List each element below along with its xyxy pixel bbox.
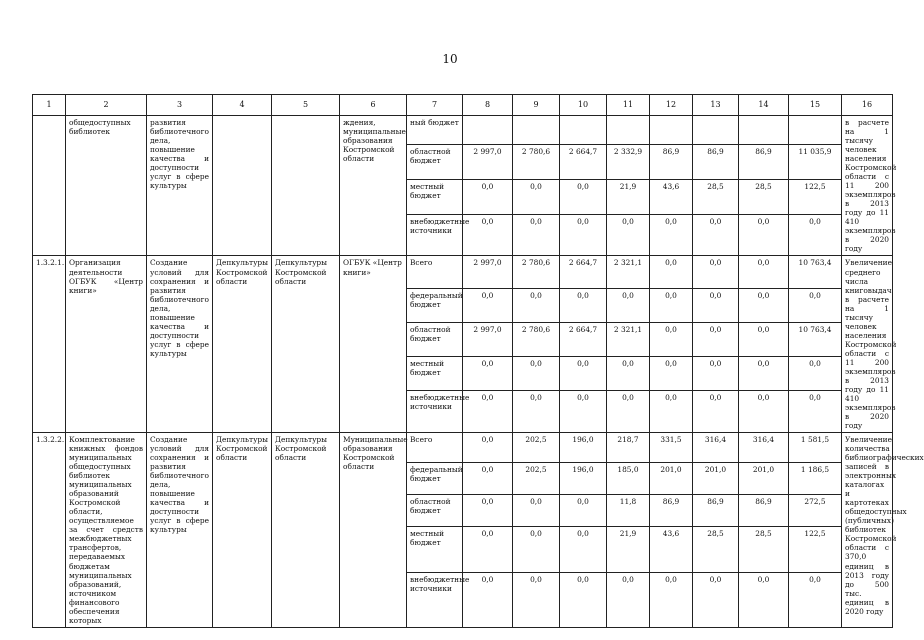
activity-purpose-cell: развития библиотечного дела, повышение качества и доступности услуг в сфере культуры (147, 116, 213, 256)
executor-cell: Депкультуры Костромской области (213, 433, 272, 628)
value-cell: 316,4 (739, 433, 789, 463)
value-cell: 0,0 (560, 391, 607, 433)
value-cell: 86,9 (693, 144, 739, 179)
value-cell (789, 116, 842, 145)
column-header: 13 (693, 95, 739, 116)
value-cell: 201,0 (650, 463, 693, 495)
funding-source-cell: внебюджетные источники (407, 573, 463, 628)
value-cell: 0,0 (650, 214, 693, 256)
page-number: 10 (442, 52, 458, 66)
value-cell: 2 780,6 (513, 256, 560, 288)
funding-source-cell: Всего (407, 256, 463, 288)
value-cell: 21,9 (607, 179, 650, 214)
value-cell: 331,5 (650, 433, 693, 463)
value-cell: 0,0 (463, 527, 513, 573)
funding-source-cell: областной бюджет (407, 144, 463, 179)
value-cell: 0,0 (463, 288, 513, 322)
value-cell: 122,5 (789, 179, 842, 214)
value-cell: 0,0 (739, 573, 789, 628)
activity-purpose-cell: Создание условий для сохранения и развития библиотечного дела, повышение качества и доступности услуг в сфере культуры (147, 256, 213, 433)
value-cell: 0,0 (513, 495, 560, 527)
value-cell: 0,0 (739, 322, 789, 356)
column-number-row (33, 95, 893, 116)
value-cell: 2 321,1 (607, 322, 650, 356)
value-cell: 316,4 (693, 433, 739, 463)
activity-name-cell: Комплектование книжных фондов муниципальных общедоступных библиотек муниципальных образований Костромской области, осуществляемое за счет средств межбюджетных трансфертов, передаваемых бюджетам муниципальных образований, источником финансового обеспечения которых (66, 433, 147, 628)
value-cell: 185,0 (607, 463, 650, 495)
value-cell: 0,0 (463, 357, 513, 391)
value-cell: 0,0 (560, 527, 607, 573)
value-cell: 218,7 (607, 433, 650, 463)
column-header: 8 (463, 95, 513, 116)
value-cell: 10 763,4 (789, 256, 842, 288)
value-cell: 1 186,5 (789, 463, 842, 495)
value-cell (560, 116, 607, 145)
activity-code-cell: 1.3.2.1. (33, 256, 66, 433)
value-cell: 0,0 (560, 288, 607, 322)
coexecutor-cell (272, 116, 340, 256)
value-cell: 0,0 (650, 322, 693, 356)
value-cell: 0,0 (463, 433, 513, 463)
value-cell: 2 664,7 (560, 322, 607, 356)
value-cell: 43,6 (650, 179, 693, 214)
value-cell: 201,0 (739, 463, 789, 495)
funding-source-cell: ный бюджет (407, 116, 463, 145)
value-cell: 0,0 (560, 573, 607, 628)
funding-source-cell: Всего (407, 433, 463, 463)
activity-code-cell: 1.3.2.2. (33, 433, 66, 628)
value-cell: 0,0 (739, 391, 789, 433)
value-cell: 0,0 (463, 214, 513, 256)
expected-result-cell: Увеличение среднего числа книговыдач в расчете на 1 тысячу человек населения Костромской области с 11 200 экземпляров в 2013 году до 11 410 экземпляров в 2020 году (842, 256, 893, 433)
value-cell: 0,0 (789, 357, 842, 391)
value-cell: 2 997,0 (463, 144, 513, 179)
value-cell: 0,0 (739, 214, 789, 256)
value-cell: 0,0 (693, 391, 739, 433)
value-cell (693, 116, 739, 145)
funding-source-cell: областной бюджет (407, 322, 463, 356)
column-header: 16 (842, 95, 893, 116)
coexecutor-cell: Депкультуры Костромской области (272, 256, 340, 433)
value-cell: 0,0 (607, 214, 650, 256)
program-activities-table (32, 94, 924, 628)
value-cell: 202,5 (513, 463, 560, 495)
value-cell: 0,0 (739, 357, 789, 391)
table-row (33, 116, 893, 145)
value-cell: 0,0 (607, 288, 650, 322)
value-cell (513, 116, 560, 145)
value-cell: 10 763,4 (789, 322, 842, 356)
value-cell: 0,0 (739, 288, 789, 322)
value-cell: 11 035,9 (789, 144, 842, 179)
activity-purpose-cell: Создание условий для сохранения и развития библиотечного дела, повышение качества и доступности услуг в сфере культуры (147, 433, 213, 628)
column-header: 7 (407, 95, 463, 116)
value-cell (739, 116, 789, 145)
funding-source-cell: внебюджетные источники (407, 391, 463, 433)
value-cell: 196,0 (560, 463, 607, 495)
funding-source-cell: внебюджетные источники (407, 214, 463, 256)
executor-cell: Депкультуры Костромской области (213, 256, 272, 433)
value-cell: 0,0 (789, 214, 842, 256)
value-cell: 0,0 (607, 357, 650, 391)
value-cell: 28,5 (739, 179, 789, 214)
value-cell: 202,5 (513, 433, 560, 463)
value-cell: 272,5 (789, 495, 842, 527)
value-cell: 0,0 (607, 573, 650, 628)
value-cell: 0,0 (560, 214, 607, 256)
value-cell: 0,0 (463, 179, 513, 214)
value-cell: 0,0 (560, 179, 607, 214)
table-row (33, 433, 893, 463)
funding-source-cell: местный бюджет (407, 357, 463, 391)
value-cell: 0,0 (789, 288, 842, 322)
value-cell: 28,5 (739, 527, 789, 573)
value-cell: 0,0 (789, 391, 842, 433)
value-cell: 86,9 (693, 495, 739, 527)
value-cell: 0,0 (607, 391, 650, 433)
value-cell: 2 664,7 (560, 144, 607, 179)
column-header: 1 (33, 95, 66, 116)
executor-cell (213, 116, 272, 256)
value-cell: 28,5 (693, 527, 739, 573)
participant-cell: Муниципальные образования Костромской области (340, 433, 407, 628)
column-header: 15 (789, 95, 842, 116)
value-cell: 2 664,7 (560, 256, 607, 288)
value-cell: 0,0 (463, 573, 513, 628)
value-cell: 0,0 (513, 179, 560, 214)
funding-source-cell: федеральный бюджет (407, 463, 463, 495)
value-cell: 0,0 (789, 573, 842, 628)
column-header: 4 (213, 95, 272, 116)
activity-name-cell: общедоступных библиотек (66, 116, 147, 256)
value-cell: 86,9 (739, 495, 789, 527)
value-cell: 201,0 (693, 463, 739, 495)
value-cell: 86,9 (650, 144, 693, 179)
value-cell: 28,5 (693, 179, 739, 214)
value-cell: 2 997,0 (463, 256, 513, 288)
activity-name-cell: Организация деятельности ОГБУК «Центр книги» (66, 256, 147, 433)
value-cell: 0,0 (513, 527, 560, 573)
funding-source-cell: местный бюджет (407, 179, 463, 214)
value-cell (650, 116, 693, 145)
value-cell: 43,6 (650, 527, 693, 573)
participant-cell: ждения, муниципальные образования Костромской области (340, 116, 407, 256)
value-cell: 0,0 (463, 495, 513, 527)
funding-source-cell: местный бюджет (407, 527, 463, 573)
value-cell: 0,0 (693, 288, 739, 322)
value-cell: 86,9 (739, 144, 789, 179)
value-cell: 0,0 (513, 357, 560, 391)
column-header: 3 (147, 95, 213, 116)
value-cell: 0,0 (693, 322, 739, 356)
value-cell: 0,0 (693, 573, 739, 628)
value-cell: 0,0 (693, 256, 739, 288)
value-cell: 2 780,6 (513, 144, 560, 179)
value-cell: 0,0 (513, 573, 560, 628)
value-cell: 86,9 (650, 495, 693, 527)
value-cell: 0,0 (560, 357, 607, 391)
column-header: 12 (650, 95, 693, 116)
value-cell: 0,0 (513, 391, 560, 433)
value-cell: 0,0 (513, 214, 560, 256)
value-cell: 2 332,9 (607, 144, 650, 179)
participant-cell: ОГБУК «Центр книги» (340, 256, 407, 433)
column-header: 5 (272, 95, 340, 116)
column-header: 11 (607, 95, 650, 116)
expected-result-cell: Увеличение количества библиографических записей в электронных каталогах и картотеках общедоступных (публичных) библиотек Костромской области с 370,0 единиц в 2013 году до 500 тыс. единиц в 2020 году (842, 433, 893, 628)
value-cell: 0,0 (693, 357, 739, 391)
value-cell: 2 997,0 (463, 322, 513, 356)
value-cell (463, 116, 513, 145)
table-row (33, 256, 893, 288)
value-cell: 11,8 (607, 495, 650, 527)
funding-source-cell: федеральный бюджет (407, 288, 463, 322)
column-header: 2 (66, 95, 147, 116)
value-cell: 2 321,1 (607, 256, 650, 288)
value-cell: 0,0 (463, 391, 513, 433)
funding-source-cell: областной бюджет (407, 495, 463, 527)
value-cell: 0,0 (560, 495, 607, 527)
column-header: 14 (739, 95, 789, 116)
column-header: 10 (560, 95, 607, 116)
value-cell: 0,0 (650, 573, 693, 628)
value-cell: 0,0 (463, 463, 513, 495)
value-cell: 2 780,6 (513, 322, 560, 356)
value-cell: 0,0 (650, 288, 693, 322)
column-header: 6 (340, 95, 407, 116)
value-cell: 1 581,5 (789, 433, 842, 463)
column-header: 9 (513, 95, 560, 116)
value-cell: 21,9 (607, 527, 650, 573)
value-cell: 0,0 (650, 256, 693, 288)
value-cell: 0,0 (513, 288, 560, 322)
value-cell: 0,0 (650, 391, 693, 433)
value-cell: 196,0 (560, 433, 607, 463)
activity-code-cell (33, 116, 66, 256)
value-cell: 0,0 (693, 214, 739, 256)
coexecutor-cell: Депкультуры Костромской области (272, 433, 340, 628)
value-cell: 0,0 (739, 256, 789, 288)
value-cell: 122,5 (789, 527, 842, 573)
value-cell (607, 116, 650, 145)
value-cell: 0,0 (650, 357, 693, 391)
expected-result-cell: в расчете на 1 тысячу человек населения Костромской области с 11 200 экземпляров в 2013 году до 11 410 экземпляров в 2020 году (842, 116, 893, 256)
